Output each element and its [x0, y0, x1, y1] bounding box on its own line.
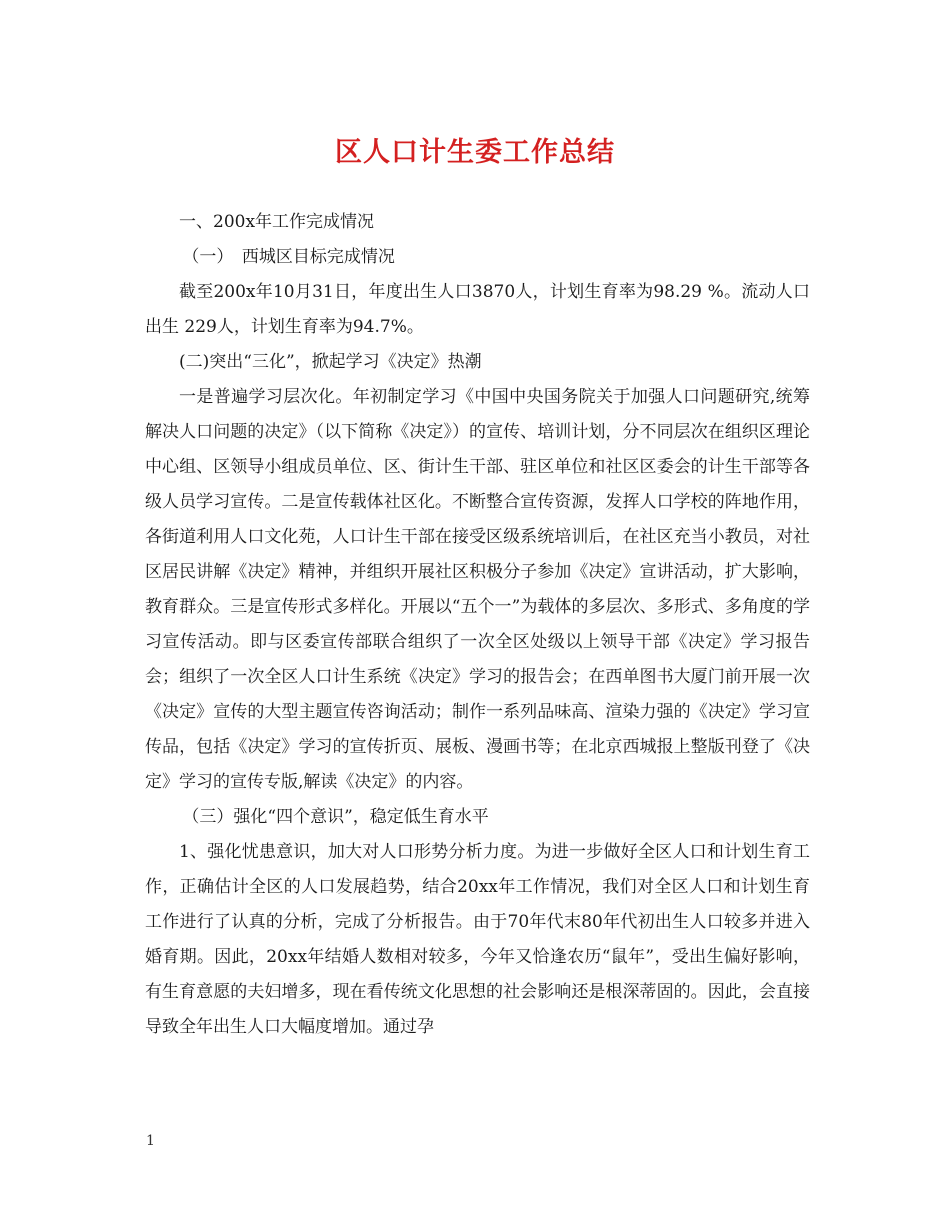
subsection-heading-2: (二)突出“三化”，掀起学习《决定》热潮: [179, 352, 482, 372]
page-number: 1: [146, 1133, 155, 1149]
paragraph-awareness: 1、强化忧患意识，加大对人口形势分析力度。为进一步做好全区人口和计划生育工作，正确估计全区的人口发展趋势，结合20xx年工作情况，我们对全区人口和计划生育工作进行了认真的分析，完成了分析报告。由于70年代末80年代初出生人口较多并进入婚育期。因此，20xx年结婚人数相对较多，今年又恰逢农历“鼠年”，受出生偏好影响，有生育意愿的夫妇增多，现在看传统文化思想的社会影响还是根深蒂固的。因此，会直接导致全年出生人口大幅度增加。通过孕: [145, 842, 810, 1037]
subsection-heading-1: （一） 西城区目标完成情况: [182, 247, 395, 267]
document-title: 区人口计生委工作总结: [335, 137, 615, 168]
document-body: [145, 205, 810, 1045]
paragraph-study-campaign: 一是普遍学习层次化。年初制定学习《中国中央国务院关于加强人口问题研究,统筹解决人口问题的决定》（以下简称《决定》）的宣传、培训计划，分不同层次在组织区理论中心组、区领导小组成员单位、区、街计生干部、驻区单位和社区区委会的计生干部等各级人员学习宣传。二是宣传载体社区化。不断整合宣传资源，发挥人口学校的阵地作用，各街道利用人口文化苑，人口计生干部在接受区级系统培训后，在社区充当小教员，对社区居民讲解《决定》精神，并组织开展社区积极分子参加《决定》宣讲活动，扩大影响，教育群众。三是宣传形式多样化。开展以“五个一”为载体的多层次、多形式、多角度的学习宣传活动。即与区委宣传部联合组织了一次全区处级以上领导干部《决定》学习报告会；组织了一次全区人口计生系统《决定》学习的报告会；在西单图书大厦门前开展一次《决定》宣传的大型主题宣传咨询活动；制作一系列品味高、渲染力强的《决定》学习宣传品，包括《决定》学习的宣传折页、展板、漫画书等；在北京西城报上整版刊登了《决定》学习的宣传专版,解读《决定》的内容。: [145, 387, 810, 792]
subsection-heading-3: （三）强化“四个意识”，稳定低生育水平: [182, 807, 489, 827]
section-heading-1: 一、200x年工作完成情况: [179, 212, 375, 232]
paragraph-targets: 截至200x年10月31日，年度出生人口3870人，计划生育率为98.29 %。流动人口出生 229人，计划生育率为94.7%。: [145, 282, 810, 337]
